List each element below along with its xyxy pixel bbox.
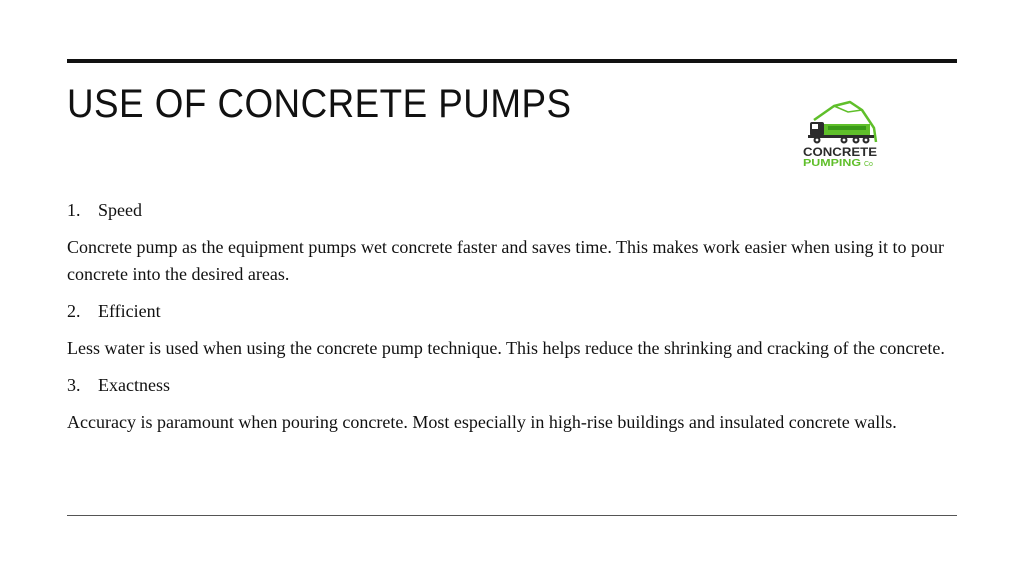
list-number: 3.	[67, 375, 81, 395]
slide-body	[67, 197, 947, 446]
list-paragraph: Accuracy is paramount when pouring concrete. Most especially in high-rise buildings and insulated concrete walls.	[67, 412, 897, 432]
top-divider	[67, 59, 957, 63]
truck-icon	[808, 122, 874, 144]
list-paragraph: Concrete pump as the equipment pumps wet concrete faster and saves time. This makes work easier when using it to pour concrete into the desired areas.	[67, 237, 944, 284]
list-item-heading	[67, 372, 947, 399]
list-item-heading	[67, 197, 947, 224]
list-heading: Efficient	[98, 301, 161, 321]
list-number: 1.	[67, 200, 81, 220]
bottom-divider	[67, 515, 957, 516]
list-heading: Speed	[98, 200, 142, 220]
list-heading: Exactness	[98, 375, 170, 395]
list-paragraph: Less water is used when using the concrete pump technique. This helps reduce the shrinking and cracking of the concrete.	[67, 338, 945, 358]
concrete-pumping-logo	[800, 98, 882, 170]
logo-line1: CONCRETE	[803, 147, 878, 159]
logo-suffix: Co	[864, 161, 873, 168]
list-number: 2.	[67, 301, 81, 321]
logo-line2: PUMPING	[803, 158, 862, 169]
list-item-heading	[67, 298, 947, 325]
slide-title: USE OF CONCRETE PUMPS	[67, 82, 572, 126]
